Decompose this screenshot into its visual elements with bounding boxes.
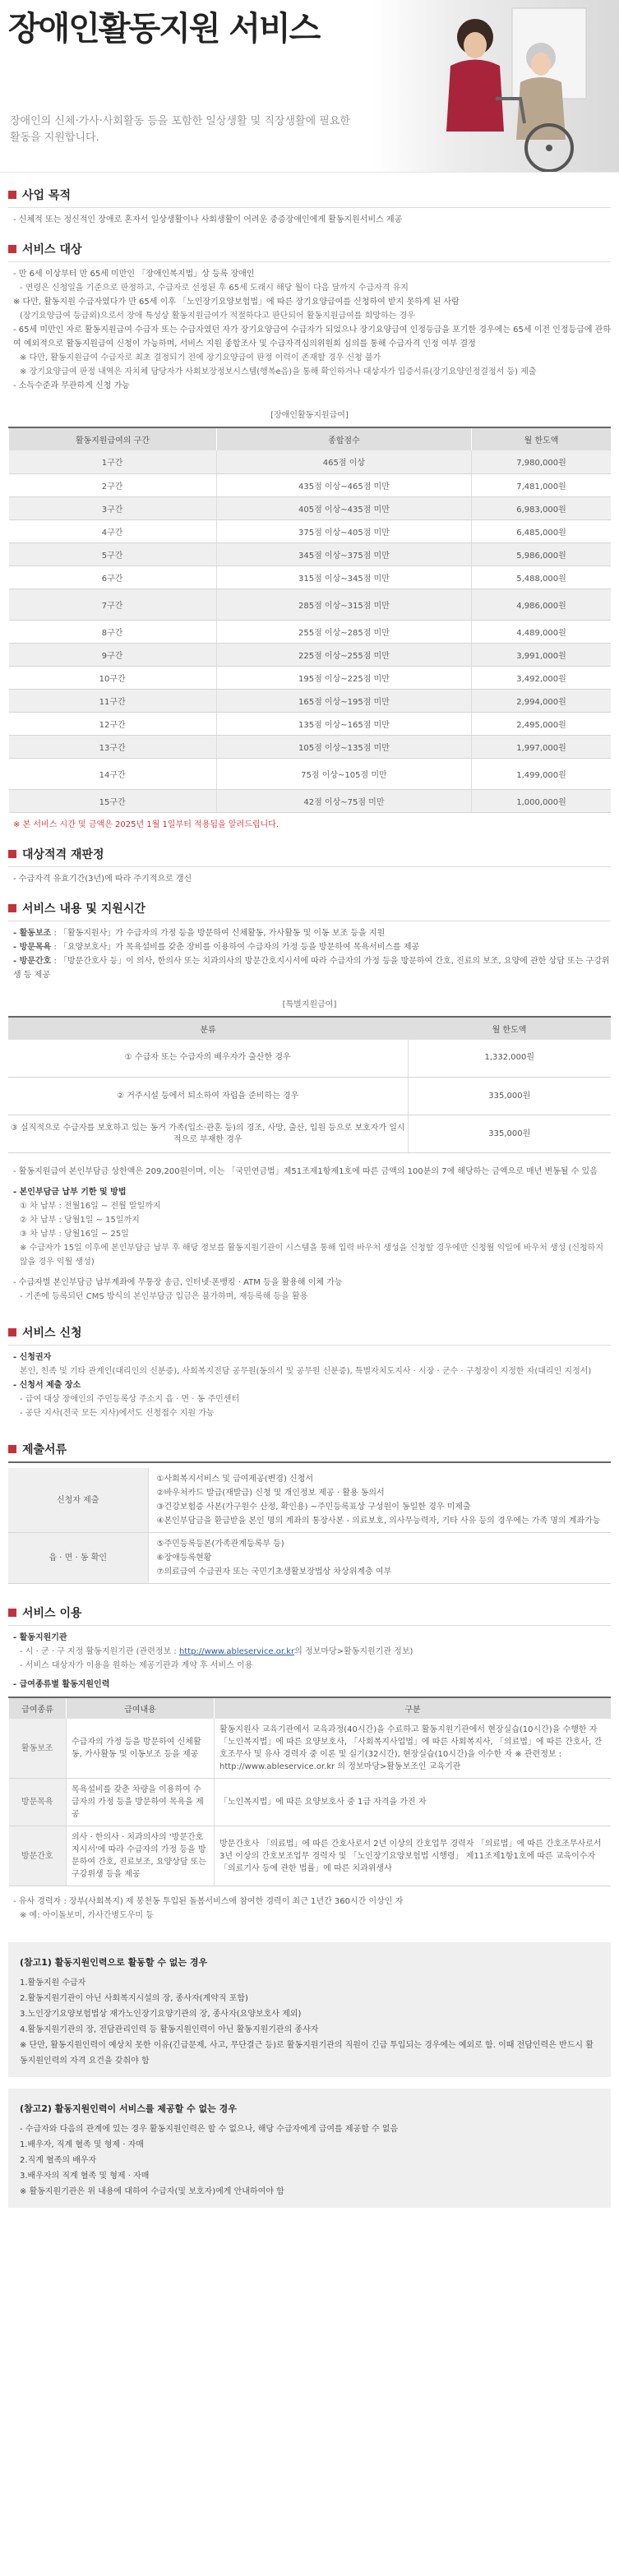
grade-cell: 1구간 bbox=[9, 450, 217, 473]
score-cell: 345점 이상~375점 미만 bbox=[216, 542, 471, 566]
table-row bbox=[9, 519, 612, 542]
limit-cell: 1,997,000원 bbox=[472, 735, 611, 758]
apply-line: 본인, 친족 및 기타 관계인(대리인의 신분증), 사회복지전담 공무원(동의서 및 공무원 신분증), 특별자치도지사 · 시장 · 군수 · 구청장이 지정한 자(대리인 지정서) bbox=[20, 1367, 592, 1376]
document-item: ③건강보험증 사본(가구원수 산정, 확인용) ~주민등록표상 구성원이 동일한 경우 미제출 bbox=[156, 1503, 471, 1512]
limit-cell: 3,492,000원 bbox=[472, 666, 611, 689]
limit-cell: 2,495,000원 bbox=[472, 712, 611, 735]
usage-line: - 시 · 군 · 구 지정 활동지원기관 (관련정보 : http://www.ableservice.or.kr의 정보마당>활동지원기관 정보) bbox=[20, 1647, 413, 1656]
column-header: 종합점수 bbox=[216, 427, 471, 450]
section-title: 서비스 이용 bbox=[22, 1607, 82, 1620]
grade-cell: 9구간 bbox=[9, 643, 217, 666]
grade-cell: 6구간 bbox=[9, 566, 217, 589]
section-square-icon bbox=[8, 850, 16, 858]
copay-step: ③ 차 납부 : 당월16일 ~ 25일 bbox=[20, 1230, 129, 1239]
reference-line: 3.노인장기요양보험법상 재가노인장기요양기관의 장, 종사자(요양보호사 제외) bbox=[20, 2010, 302, 2019]
table-row bbox=[9, 473, 612, 496]
table-row: ① 수급자 또는 수급자의 배우자가 출산한 경우 1,332,000원 bbox=[8, 1040, 611, 1078]
copay-step: ① 차 납부 : 전월16일 ~ 전월 말일까지 bbox=[20, 1202, 161, 1211]
grade-cell: 12구간 bbox=[9, 712, 217, 735]
reference-line: 1.활동지원 수급자 bbox=[20, 1978, 86, 1987]
reference-2 bbox=[0, 2089, 619, 2208]
table-row bbox=[9, 712, 612, 735]
grade-cell: 7구간 bbox=[9, 589, 217, 620]
table-row bbox=[9, 589, 612, 620]
document-item: ⑦의료급여 수급권자 또는 국민기초생활보장법상 차상위계층 여부 bbox=[156, 1567, 392, 1577]
reference-title: (참고2) 활동지원인력이 서비스를 제공할 수 없는 경우 bbox=[20, 2103, 237, 2114]
grade-cell: 11구간 bbox=[9, 689, 217, 712]
divider bbox=[8, 1625, 611, 1626]
table-row: 방문간호 의사 · 한의사 · 치과의사의 '방문간호지시서'에 따라 수급자의 가정 등을 방문하여 간호, 진료보조, 요양상담 또는 구강위생 등을 제공 방문간호사 「의료법」에 따른 간호사로서 2년 이상의 간호업무 경력자 「의료법」에 따른 간호조무사로서 3년 이상의 간호보조업무 경력자 및 「노인장기요양보험법 시행령」 제11조제1항1호에 따른 교육이수자 「의료기사 등에 관한 법률」에 따른 치과위생사 bbox=[9, 1826, 612, 1886]
target-line: ※ 다만, 활동지원 수급자였다가 만 65세 이후 「노인장기요양보험법」에 따른 장기요양급여를 신청하여 받지 못하게 된 사람 bbox=[13, 298, 460, 307]
renewal-line: - 수급자격 유효기간(3년)에 따라 주기적으로 갱신 bbox=[13, 874, 192, 884]
column-header: 월 한도액 bbox=[472, 427, 611, 450]
grade-cell: 3구간 bbox=[9, 496, 217, 519]
score-cell: 465점 이상 bbox=[216, 450, 471, 473]
grade-cell: 2구간 bbox=[9, 473, 217, 496]
target-line: (장기요양급여 등급외)으로서 장애 특성상 활동지원급여가 적절하다고 판단되어 활동지원급여를 희망하는 경우 bbox=[20, 312, 415, 321]
page-subtitle: 장애인의 신체·가사·사회활동 등을 포함한 일상생활 및 직장생활에 필요한 활동을 지원합니다. bbox=[10, 115, 350, 144]
section-grade-table bbox=[0, 408, 619, 832]
section-square-icon bbox=[8, 1328, 16, 1336]
divider bbox=[8, 207, 611, 208]
section-usage bbox=[0, 1604, 619, 1923]
section-content bbox=[0, 899, 619, 1304]
section-documents bbox=[0, 1440, 619, 1584]
effective-date-note: ※ 본 서비스 시간 및 금액은 2025년 1월 1일부터 적용됨을 알려드립니다. bbox=[13, 819, 279, 829]
document-item: ①사회복지서비스 및 급여제공(변경) 신청서 bbox=[156, 1475, 314, 1484]
section-apply bbox=[0, 1323, 619, 1420]
column-header: 분류 bbox=[8, 1017, 408, 1040]
copay-subtitle: - 본인부담금 납부 기한 및 방법 bbox=[13, 1188, 127, 1197]
copay-step: ② 차 납부 : 당월1일 ~ 15일까지 bbox=[20, 1216, 140, 1225]
page-title: 장애인활동지원 서비스 bbox=[8, 10, 320, 48]
table-row bbox=[9, 758, 612, 789]
limit-cell: 5,986,000원 bbox=[472, 542, 611, 566]
column-header: 구분 bbox=[215, 1697, 612, 1719]
section-purpose bbox=[0, 186, 619, 227]
hero-photo-illustration bbox=[372, 0, 619, 173]
grade-table bbox=[8, 427, 611, 813]
score-cell: 285점 이상~315점 미만 bbox=[216, 589, 471, 620]
limit-cell: 4,489,000원 bbox=[472, 620, 611, 643]
apply-line: - 급여 대상 장애인의 주민등록상 주소지 읍 · 면 · 동 주민센터 bbox=[20, 1395, 240, 1404]
service-item: - 방문목욕 : 「요양보호사」가 목욕설비를 갖춘 장비를 이용하여 수급자의 가정 등을 방문하여 목욕서비스를 제공 bbox=[13, 942, 420, 952]
section-title: 서비스 내용 및 지원시간 bbox=[22, 902, 146, 916]
table-row bbox=[9, 450, 612, 473]
usage-subtitle: - 활동지원기관 bbox=[13, 1633, 67, 1642]
table-row: 신청자 제출 ①사회복지서비스 및 급여제공(변경) 신청서 ②바우처카드 발급(재발급) 신청 및 개인정보 제공 · 활용 동의서 ③건강보험증 사본(가구원수 산정, 확인용) ~주민등록표상 구성원이 동일한 경우 미제출 ④본인부담금을 환급받을 본인 명의 계좌의 통장사본 - 의료보호, 의사무능력자, 기타 사유 등의 경우에는 가족 명의 계좌가능 bbox=[8, 1468, 611, 1533]
table-row bbox=[9, 689, 612, 712]
hero-banner bbox=[0, 0, 619, 173]
document-item: ④본인부담금을 환급받을 본인 명의 계좌의 통장사본 - 의료보호, 의사무능력자, 기타 사유 등의 경우에는 가족 명의 계좌가능 bbox=[156, 1517, 601, 1526]
limit-cell: 1,499,000원 bbox=[472, 758, 611, 789]
section-title: 서비스 대상 bbox=[22, 243, 82, 256]
divider bbox=[8, 261, 611, 262]
limit-cell: 5,488,000원 bbox=[472, 566, 611, 589]
service-item: - 방문간호 : 「방문간호사 등」이 의사, 한의사 또는 치과의사의 방문간호지시서에 따라 수급자의 가정 등을 방문하여 간호, 진료의 보조, 요양에 관한 상담 또는 구강위생 등 제공 bbox=[13, 956, 610, 980]
table-row bbox=[9, 789, 612, 812]
limit-cell: 7,481,000원 bbox=[472, 473, 611, 496]
reference-line: 2.활동지원기관이 아닌 사회복지시설의 장, 종사자(계약직 포함) bbox=[20, 1994, 248, 2003]
documents-table bbox=[8, 1468, 611, 1584]
usage-line: - 서비스 대상자가 이용을 원하는 제공기관과 계약 후 서비스 이용 bbox=[20, 1661, 253, 1670]
score-cell: 195점 이상~225점 미만 bbox=[216, 666, 471, 689]
table-row bbox=[9, 566, 612, 589]
divider bbox=[8, 1345, 611, 1346]
target-line: - 만 6세 이상부터 만 65세 미만인 「장애인복지법」상 등록 장애인 bbox=[13, 270, 255, 279]
score-cell: 42점 이상~75점 미만 bbox=[216, 789, 471, 812]
score-cell: 315점 이상~345점 미만 bbox=[216, 566, 471, 589]
document-item: ②바우처카드 발급(재발급) 신청 및 개인정보 제공 · 활용 동의서 bbox=[156, 1489, 385, 1498]
table-row: 읍 · 면 · 동 확인 ⑤주민등록등본(가족관계등록부 등) ⑥장애등록현황 ⑦의료급여 수급권자 또는 국민기초생활보장법상 차상위계층 여부 bbox=[8, 1533, 611, 1584]
copay-warning: ※ 수급자가 15일 이후에 본인부담금 납부 후 해당 정보를 활동지원기관이 시스템을 통해 입력 바우처 생성을 신청할 경우에만 신청월 익일에 바우처 생성 (신청하지 않을 경우 익월 생성) bbox=[20, 1244, 603, 1267]
limit-cell: 4,986,000원 bbox=[472, 589, 611, 620]
target-line: ※ 다만, 활동지원급여 수급자로 최초 결정되기 전에 장기요양급여 판정 이력이 존재할 경우 신청 불가 bbox=[20, 353, 381, 362]
section-square-icon bbox=[8, 904, 16, 912]
score-cell: 435점 이상~465점 미만 bbox=[216, 473, 471, 496]
copay-line: - 기존에 등록되던 CMS 방식의 본인부담금 입금은 불가하며, 재등록해 등을 활용 bbox=[20, 1292, 308, 1301]
service-item: - 활동보조 : 「활동지원사」가 수급자의 가정 등을 방문하여 신체활동, 가사활동 및 이동 보조 등을 지원 bbox=[13, 928, 386, 938]
reference-line: 3.배우자의 직계 혈족 및 형제 · 자매 bbox=[20, 2172, 150, 2181]
apply-line: - 공단 지사(전국 모든 지사)에서도 신청접수 지원 가능 bbox=[20, 1409, 215, 1418]
special-benefit-table bbox=[8, 1016, 611, 1154]
section-square-icon bbox=[8, 1445, 16, 1453]
score-cell: 165점 이상~195점 미만 bbox=[216, 689, 471, 712]
section-title: 서비스 신청 bbox=[22, 1327, 82, 1340]
reference-1 bbox=[0, 1942, 619, 2077]
table-row bbox=[9, 496, 612, 519]
table-row bbox=[9, 542, 612, 566]
section-target bbox=[0, 240, 619, 393]
grade-cell: 14구간 bbox=[9, 758, 217, 789]
apply-subtitle: - 신청서 제출 장소 bbox=[13, 1381, 81, 1390]
table-row: ② 거주시설 등에서 퇴소하여 자립을 준비하는 경우 335,000원 bbox=[8, 1078, 611, 1115]
reference-line: - 수급자와 다음의 관계에 있는 경우 활동지원인력은 할 수 없으나, 해당 수급자에게 급여를 제공할 수 없음 bbox=[20, 2125, 399, 2134]
reference-line: 4.활동지원기관의 장, 전담관리인력 등 활동지원인력이 아닌 활동지원기관의 종사자 bbox=[20, 2025, 319, 2034]
grade-cell: 10구간 bbox=[9, 666, 217, 689]
limit-cell: 1,000,000원 bbox=[472, 789, 611, 812]
grade-cell: 4구간 bbox=[9, 519, 217, 542]
table-row bbox=[9, 620, 612, 643]
score-cell: 75점 이상~105점 미만 bbox=[216, 758, 471, 789]
table-row: ③ 실직적으로 수급자를 보호하고 있는 동거 가족(입소·관혼 등)의 경조, 사망, 출산, 입원 등으로 보호자가 일시적으로 부재한 경우 335,000원 bbox=[8, 1115, 611, 1153]
column-header: 활동지원급여의 구간 bbox=[9, 427, 217, 450]
column-header: 급여종류 bbox=[9, 1697, 67, 1719]
usage-subtitle: - 급여종류별 활동지원인력 bbox=[13, 1680, 110, 1689]
reference-line: 1.배우자, 직계 혈족 및 형제 · 자매 bbox=[20, 2140, 144, 2149]
reference-warning: ※ 단만, 활동지원인력이 예상치 못한 이유(긴급문제, 사고, 무단결근 등)로 활동지원기관의 직원이 긴급 투입되는 경우에는 예외로 함. 이때 전담인력은 반드시 활동지원인력의 자격 요건을 갖춰야 함 bbox=[20, 2041, 594, 2066]
limit-cell: 3,991,000원 bbox=[472, 643, 611, 666]
purpose-line: - 신체적 또는 정신적인 장애로 혼자서 일상생활이나 사회생활이 어려운 중증장애인에게 활동지원서비스 제공 bbox=[13, 215, 403, 224]
target-line: - 연령은 신청일을 기준으로 판정하고, 수급자로 선정된 후 65세 도래시 해당 월이 다음 달까지 수급자격 유지 bbox=[20, 284, 409, 293]
apply-subtitle: - 신청권자 bbox=[13, 1353, 52, 1362]
limit-cell: 2,994,000원 bbox=[472, 689, 611, 712]
column-header: 월 한도액 bbox=[408, 1017, 611, 1040]
table-row: 방문목욕 목욕설비를 갖춘 차량을 이용하여 수급자의 가정 등을 방문하여 목욕을 제공 「노인복지법」에 따른 요양보호사 중 1급 자격을 가진 자 bbox=[9, 1779, 612, 1826]
grade-cell: 15구간 bbox=[9, 789, 217, 812]
score-cell: 135점 이상~165점 미만 bbox=[216, 712, 471, 735]
divider bbox=[8, 866, 611, 867]
target-line: ※ 장기요양급여 판정 내역은 자치체 담당자가 사회보장정보시스템(행복e음)을 통해 확인하거나 대상자가 입증서류(장기요양인정결정서 등) 제출 bbox=[20, 367, 537, 376]
grade-table-body bbox=[9, 450, 612, 812]
section-renewal bbox=[0, 845, 619, 886]
limit-cell: 6,485,000원 bbox=[472, 519, 611, 542]
similar-career-line: - 유사 경력자 : 장부(사회복지) 제 봉천동 투입된 돌봄서비스에 참여한 경력이 최근 1년간 360시간 이상인 자 bbox=[13, 1897, 404, 1906]
score-cell: 375점 이상~405점 미만 bbox=[216, 519, 471, 542]
section-title: 제출서류 bbox=[22, 1443, 67, 1457]
score-cell: 105점 이상~135점 미만 bbox=[216, 735, 471, 758]
grade-cell: 5구간 bbox=[9, 542, 217, 566]
table-row bbox=[9, 735, 612, 758]
score-cell: 405점 이상~435점 미만 bbox=[216, 496, 471, 519]
document-item: ⑥장애등록현황 bbox=[156, 1553, 212, 1563]
target-line: - 65세 미만인 자로 활동지원급여 수급자 또는 수급자였던 자가 장기요양급여 수급자가 되었으나 장기요양급여 인정등급을 포기한 경우에는 65세 이전 인정등급에 관하여 예외적으로 활동지원급여 신청이 가능하며, 서비스 지원 종합조사 및 수급자격심의위원회 심의를 통해 수급자격 인정 여부 결정 bbox=[13, 325, 612, 349]
grade-cell: 8구간 bbox=[9, 620, 217, 643]
section-title: 사업 목적 bbox=[22, 189, 71, 202]
divider bbox=[8, 1461, 611, 1463]
reference-warning: ※ 활동지원기관은 위 내용에 대하여 수급자(및 보호자)에게 안내하여야 함 bbox=[20, 2187, 284, 2196]
document-item: ⑤주민등록등본(가족관계등록부 등) bbox=[156, 1540, 284, 1549]
section-title: 대상적격 재판정 bbox=[22, 847, 104, 861]
table-row bbox=[9, 643, 612, 666]
table-row bbox=[9, 666, 612, 689]
reference-line: 2.직계 혈족의 배우자 bbox=[20, 2156, 97, 2165]
copay-line: - 활동지원급여 본인부담금 상한액은 209,200원이며, 이는 「국민연금법」제51조제1항제1호에 따른 금액의 100분의 7에 해당하는 금액으로 매년 변동될 수 있음 bbox=[13, 1167, 598, 1176]
score-cell: 255점 이상~285점 미만 bbox=[216, 620, 471, 643]
table-caption: [장애인활동지원급여] bbox=[270, 411, 349, 420]
section-square-icon bbox=[8, 245, 16, 253]
table-caption: [특별지원급여] bbox=[282, 999, 337, 1009]
limit-cell: 7,980,000원 bbox=[472, 450, 611, 473]
target-line: - 소득수준과 무관하게 신청 가능 bbox=[13, 381, 130, 390]
score-cell: 225점 이상~255점 미만 bbox=[216, 643, 471, 666]
similar-career-example: ※ 예: 아이돌보미, 가사간병도우미 등 bbox=[20, 1911, 154, 1920]
table-row: 활동보조 수급자의 가정 등을 방문하여 신체활동, 가사활동 및 이동보조 등을 제공 활동지원사 교육기관에서 교육과정(40시간)을 수료하고 활동지원기관에서 현장실습(10시간)을 수행한 자 「노인복지법」에 따른 요양보호사, 「사회복지사업법」에 따른 사회복지사, 「의료법」에 따른 간호사, 간호조무사 및 유사 경력자 중 이론 및 실기(32시간), 현장실습(10시간)을 이수한 자 ※ 관련정보 : http://www.ableservice.or.kr 의 정보마당>활동보조인 교육기관 bbox=[9, 1719, 612, 1779]
ableservice-link[interactable]: http://www.ableservice.or.kr bbox=[178, 1647, 295, 1656]
section-square-icon bbox=[8, 1609, 16, 1617]
limit-cell: 6,983,000원 bbox=[472, 496, 611, 519]
section-square-icon bbox=[8, 191, 16, 199]
benefit-kinds-table bbox=[8, 1697, 611, 1886]
copay-line: - 수급자별 본인부담금 납부계좌에 무통장 송금, 인터넷·폰뱅킹 · ATM 등을 활용해 이체 가능 bbox=[13, 1278, 343, 1287]
reference-title: (참고1) 활동지원인력으로 활동할 수 없는 경우 bbox=[20, 1957, 208, 1968]
grade-cell: 13구간 bbox=[9, 735, 217, 758]
column-header: 급여내용 bbox=[67, 1697, 215, 1719]
